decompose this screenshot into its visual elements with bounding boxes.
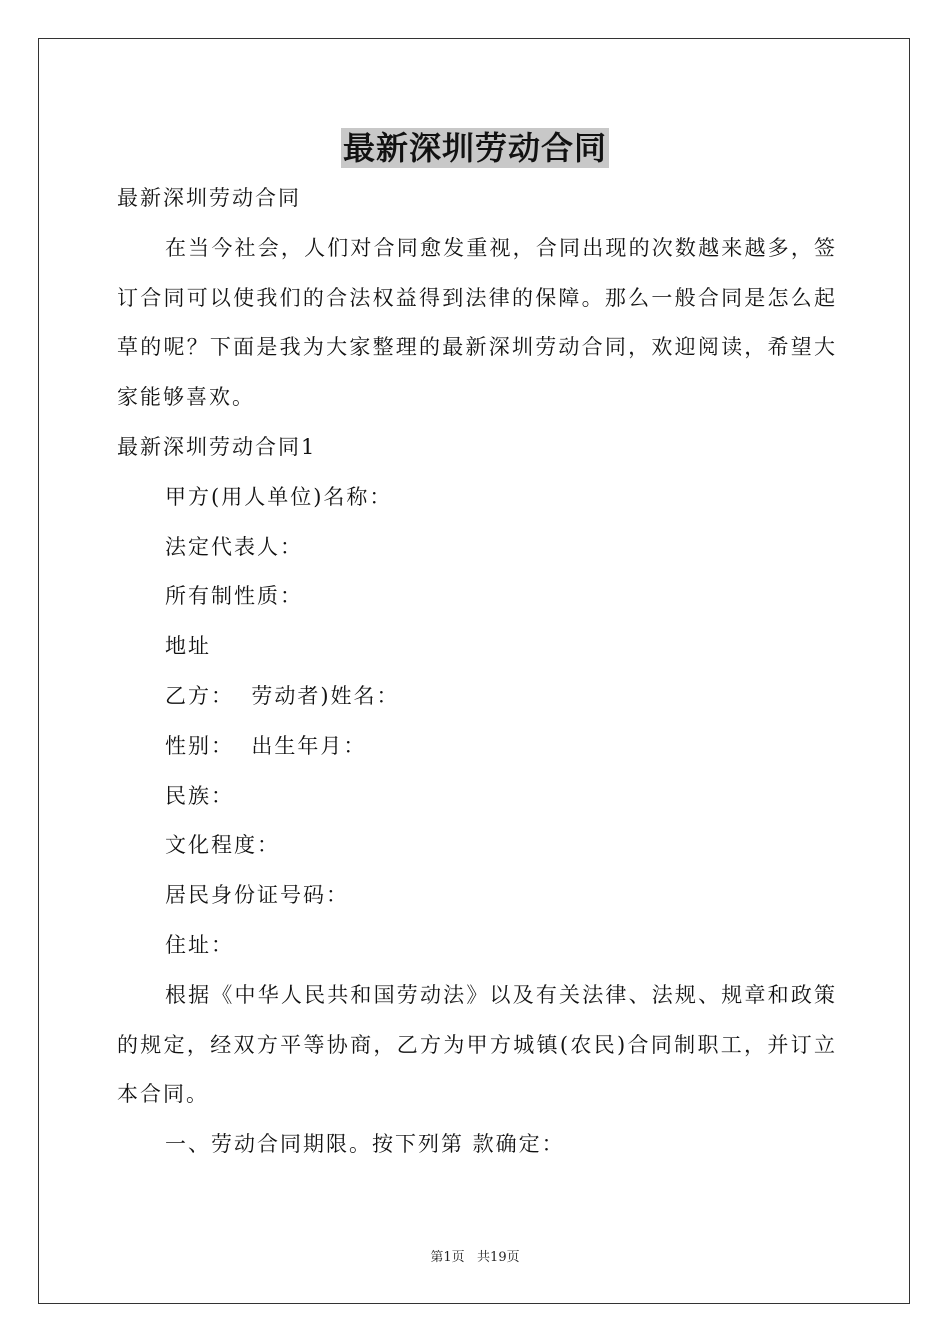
page-footer: 第1页 共19页 — [430, 1250, 520, 1265]
document-body — [117, 174, 837, 1170]
section-heading: 最新深圳劳动合同1 — [117, 434, 317, 459]
document-subtitle: 最新深圳劳动合同 — [117, 186, 301, 210]
field-ethnicity: 民族： — [165, 783, 234, 808]
intro-paragraph: 在当今社会，人们对合同愈发重视，合同出现的次数越来越多，签订合同可以使我们的合法权益得到法律的保障。那么一般合同是怎么起草的呢？下面是我为大家整理的最新深圳劳动合同，欢迎阅读，希望大家能够喜欢。 — [117, 235, 837, 410]
field-legal-representative: 法定代表人： — [165, 534, 303, 559]
field-employer-name: 甲方(用人单位)名称： — [165, 484, 393, 509]
basis-paragraph: 根据《中华人民共和国劳动法》以及有关法律、法规、规章和政策的规定，经双方平等协商，乙方为甲方城镇(农民)合同制职工，并订立本合同。 — [117, 982, 837, 1107]
title-container — [0, 128, 950, 168]
document-title: 最新深圳劳动合同 — [342, 129, 607, 167]
field-residence: 住址： — [165, 932, 234, 957]
field-education: 文化程度： — [165, 833, 280, 858]
field-ownership-type: 所有制性质： — [165, 584, 303, 609]
field-employee-name: 乙方： 劳动者)姓名： — [165, 683, 400, 708]
field-gender-birth: 性别： 出生年月： — [165, 733, 367, 758]
field-id-number: 居民身份证号码： — [165, 883, 349, 908]
clause-1: 一、劳动合同期限。按下列第 款确定： — [165, 1132, 565, 1157]
field-address: 地址 — [165, 634, 211, 659]
